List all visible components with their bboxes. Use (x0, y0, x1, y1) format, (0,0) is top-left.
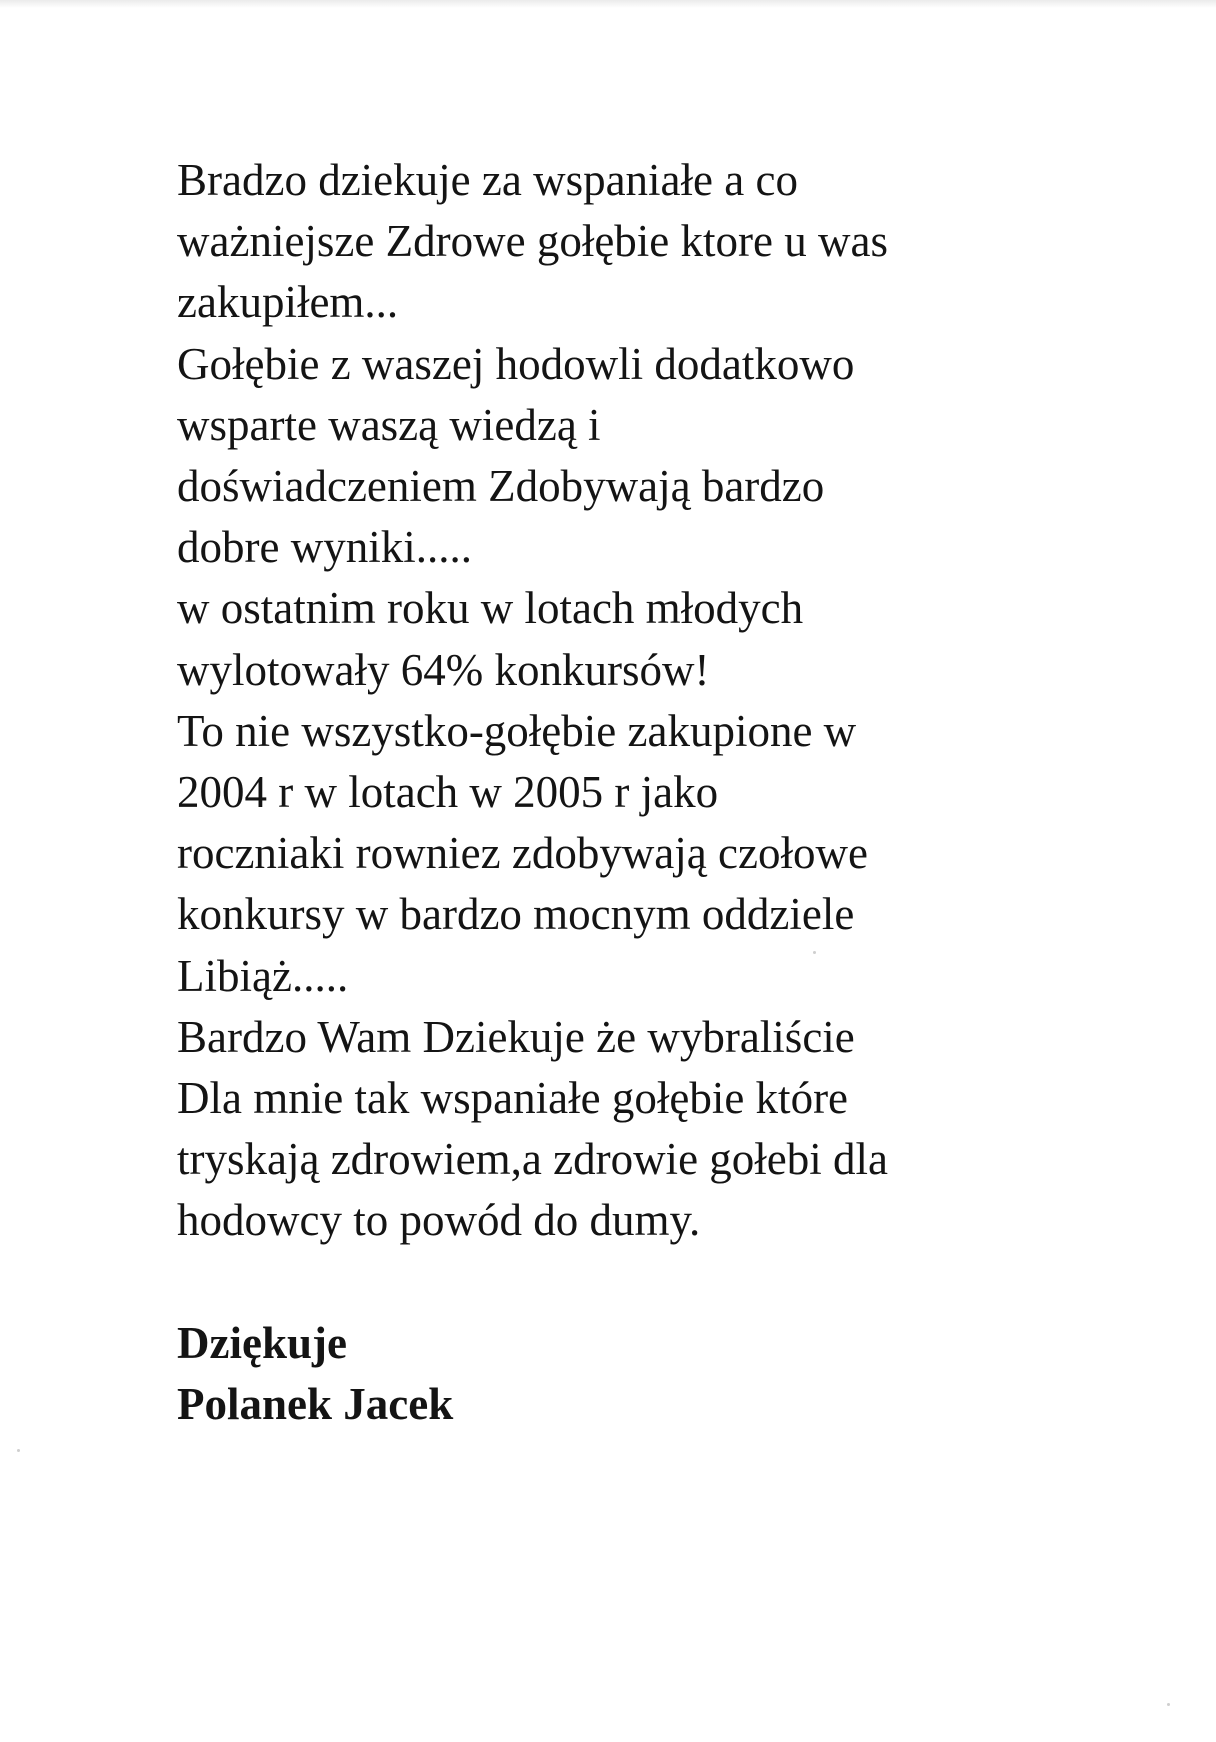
letter-line: Libiąż..... (177, 950, 349, 1001)
scan-speck (813, 951, 816, 954)
letter-line: To nie wszystko-gołębie zakupione w (177, 705, 857, 756)
letter-line: Bardzo Wam Dziekuje że wybraliście (177, 1011, 855, 1062)
letter-line: Dla mnie tak wspaniałe gołębie które (177, 1073, 849, 1124)
letter-line: dobre wyniki..... (177, 522, 472, 573)
scan-speck (1167, 1703, 1170, 1706)
scan-speck (17, 1449, 20, 1452)
letter-line: tryskają zdrowiem,a zdrowie gołebi dla (177, 1134, 888, 1185)
letter-line: hodowcy to powód do dumy. (177, 1195, 701, 1246)
signature-block (177, 1313, 1097, 1435)
letter-line: w ostatnim roku w lotach młodych (177, 583, 804, 634)
letter-line: 2004 r w lotach w 2005 r jako (177, 767, 719, 818)
signature-closing: Dziękuje (177, 1317, 347, 1368)
letter-line: konkursy w bardzo mocnym oddziele (177, 889, 855, 940)
scan-edge-shadow (0, 0, 1216, 8)
letter-line: wsparte waszą wiedzą i (177, 399, 601, 450)
signature-name: Polanek Jacek (177, 1378, 454, 1429)
letter-body (177, 150, 1097, 1435)
letter-line: doświadczeniem Zdobywają bardzo (177, 461, 825, 512)
letter-line: zakupiłem... (177, 277, 399, 328)
letter-line: ważniejsze Zdrowe gołębie ktore u was (177, 216, 888, 267)
letter-line: roczniaki rowniez zdobywają czołowe (177, 828, 868, 879)
letter-line: Gołębie z waszej hodowli dodatkowo (177, 338, 855, 389)
letter-line: wylotowały 64% konkursów! (177, 644, 710, 695)
letter-line: Bradzo dziekuje za wspaniałe a co (177, 155, 798, 205)
